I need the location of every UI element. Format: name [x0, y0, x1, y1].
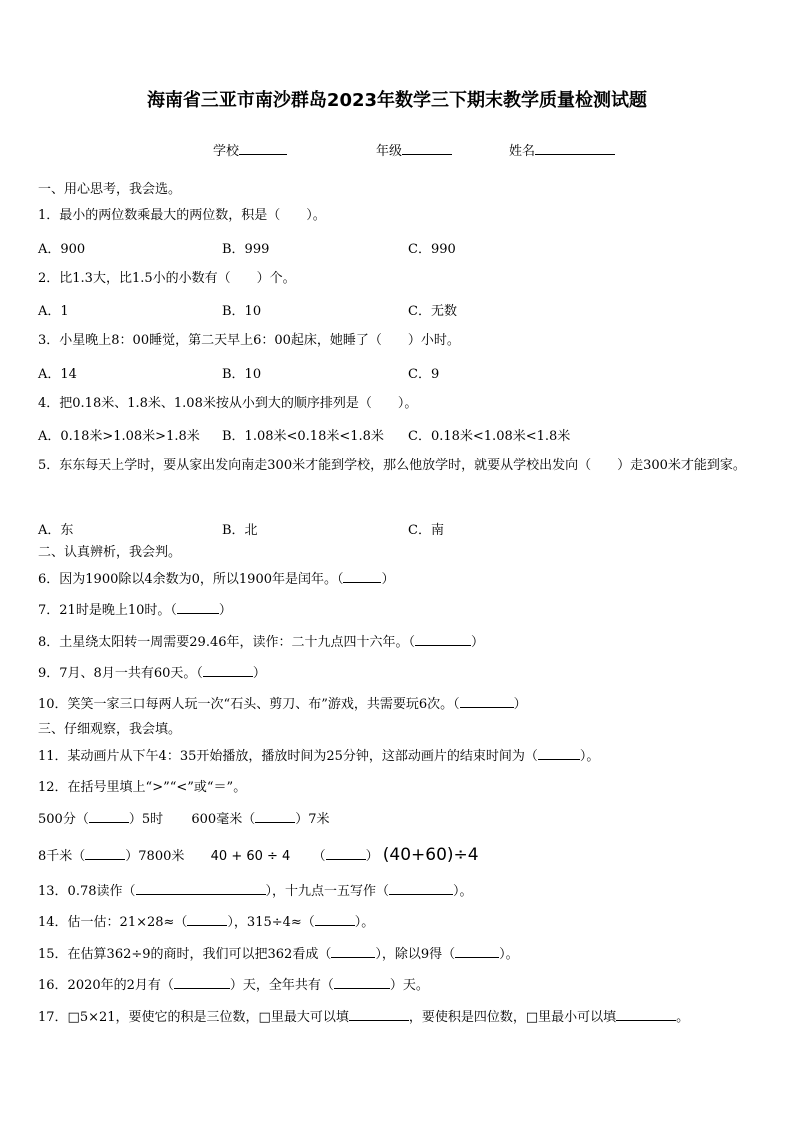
q2-option-a[interactable]: A．1: [38, 304, 69, 319]
q2-option-c[interactable]: C．无数: [408, 304, 457, 319]
question-3: 3．小星晚上8：00睡觉，第二天早上6：00起床，她睡了（ ）小时。: [38, 333, 460, 348]
question-11: [38, 747, 599, 767]
q11-answer-blank[interactable]: [538, 747, 580, 760]
q14-blank-2[interactable]: [315, 913, 355, 926]
question-15-part-c: ）。: [499, 947, 519, 962]
question-16: [38, 976, 429, 996]
q3-option-b[interactable]: B．10: [222, 367, 262, 382]
q12-row-2: [38, 845, 479, 867]
question-8-end: ）: [471, 635, 485, 650]
question-16-part-a: 16．2020年的2月有（: [38, 978, 174, 993]
name-label: 姓名: [509, 144, 536, 159]
q3-option-a[interactable]: A．14: [38, 367, 77, 382]
question-15-part-a: 15．在估算362÷9的商时，我们可以把362看成（: [38, 947, 332, 962]
q15-blank-2[interactable]: [455, 945, 499, 958]
q12-expression-right: (40+60)÷4: [382, 845, 479, 865]
section-heading-3: 三、仔细观察，我会填。: [38, 722, 182, 737]
question-13: [38, 882, 473, 902]
question-8: [38, 633, 484, 653]
question-7-text: 7．21时是晚上10时。（: [38, 603, 177, 618]
q12-item-4-close: ）: [365, 849, 379, 864]
q5-option-c[interactable]: C．南: [408, 523, 444, 538]
q4-option-c[interactable]: C．0.18米<1.08米<1.8米: [408, 429, 571, 444]
school-label: 学校: [213, 144, 240, 159]
question-5: 5．东东每天上学时，要从家出发向南走300米才能到学校，那么他放学时，就要从学校出发向（ ）走300米才能到家。: [38, 458, 746, 473]
question-10: [38, 695, 527, 715]
question-6-text: 6．因为1900除以4余数为0，所以1900年是闰年。（: [38, 572, 344, 587]
question-6-end: ）: [381, 572, 395, 587]
q12-item-2-blank[interactable]: [255, 810, 295, 823]
question-12: 12．在括号里填上“>”“<”或“＝”。: [38, 780, 247, 795]
q4-option-b[interactable]: B．1.08米<0.18米<1.8米: [222, 429, 384, 444]
question-9: [38, 664, 266, 684]
page-title: 海南省三亚市南沙群岛2023年数学三下期末教学质量检测试题: [146, 90, 648, 111]
q1-option-c[interactable]: C．990: [408, 242, 456, 257]
q4-option-a[interactable]: A．0.18米>1.08米>1.8米: [38, 429, 200, 444]
q16-blank-2[interactable]: [334, 976, 390, 989]
question-9-text: 9．7月、8月一共有60天。（: [38, 666, 203, 681]
grade-field: [376, 140, 452, 159]
q17-blank-1[interactable]: [349, 1008, 409, 1021]
question-6: [38, 570, 395, 590]
question-14-part-b: ），315÷4≈（: [227, 915, 315, 930]
question-14-part-c: ）。: [354, 915, 375, 930]
q12-row-1: [38, 810, 330, 830]
q12-expression-left: 40 + 60 ÷ 4: [210, 849, 291, 864]
q8-answer-blank[interactable]: [415, 633, 471, 646]
section-heading-1: 一、用心思考，我会选。: [38, 182, 182, 197]
question-13-part-c: ）。: [453, 884, 473, 899]
q7-answer-blank[interactable]: [177, 601, 219, 614]
q17-blank-2[interactable]: [616, 1008, 676, 1021]
question-11-end: ）。: [579, 749, 600, 764]
q6-answer-blank[interactable]: [343, 570, 381, 583]
question-14: [38, 913, 374, 933]
q12-item-4-blank[interactable]: [326, 847, 366, 860]
question-10-text: 10．笑笑一家三口每两人玩一次“石头、剪刀、布”游戏，共需要玩6次。（: [38, 697, 460, 712]
grade-label: 年级: [376, 144, 403, 159]
question-2: 2．比1.3大，比1.5小的小数有（ ）个。: [38, 271, 296, 286]
name-field: [509, 140, 615, 159]
question-17-part-c: 。: [676, 1010, 690, 1025]
q10-answer-blank[interactable]: [460, 695, 514, 708]
q12-item-3-left: 8千米（: [38, 849, 86, 864]
q1-option-a[interactable]: A．900: [38, 242, 86, 257]
section-heading-2: 二、认真辨析，我会判。: [38, 545, 182, 560]
q12-item-3-blank[interactable]: [85, 847, 125, 860]
question-17: [38, 1008, 689, 1028]
q12-item-1-blank[interactable]: [89, 810, 129, 823]
question-17-part-b: ，要使积是四位数，□里最小可以填: [408, 1010, 617, 1025]
question-7: [38, 601, 232, 621]
q9-answer-blank[interactable]: [203, 664, 253, 677]
school-blank[interactable]: [239, 142, 287, 155]
q12-item-2-right: ）7米: [295, 812, 330, 827]
q14-blank-1[interactable]: [187, 913, 227, 926]
q1-option-b[interactable]: B．999: [222, 242, 270, 257]
q13-blank-2[interactable]: [389, 882, 453, 895]
question-16-part-c: ）天。: [389, 978, 429, 993]
grade-blank[interactable]: [402, 142, 452, 155]
question-15-part-b: ），除以9得（: [375, 947, 456, 962]
q5-option-b[interactable]: B．北: [222, 523, 258, 538]
school-field: [213, 140, 287, 159]
question-13-part-b: ），十九点一五写作（: [265, 884, 390, 899]
q12-item-2-left: 600毫米（: [191, 812, 256, 827]
q12-item-3-right: ）7800米: [125, 849, 185, 864]
question-9-end: ）: [252, 666, 266, 681]
q5-option-a[interactable]: A．东: [38, 523, 74, 538]
name-blank[interactable]: [535, 142, 615, 155]
q13-blank-1[interactable]: [136, 882, 266, 895]
question-17-part-a: 17．□5×21，要使它的积是三位数，□里最大可以填: [38, 1010, 349, 1025]
q3-option-c[interactable]: C．9: [408, 367, 440, 382]
question-16-part-b: ）天，全年共有（: [229, 978, 334, 993]
q12-item-1-left: 500分（: [38, 812, 89, 827]
q16-blank-1[interactable]: [174, 976, 230, 989]
question-7-end: ）: [218, 603, 232, 618]
question-1: 1．最小的两位数乘最大的两位数，积是（ ）。: [38, 208, 326, 223]
question-10-end: ）: [513, 697, 527, 712]
question-13-part-a: 13．0.78读作（: [38, 884, 136, 899]
q15-blank-1[interactable]: [331, 945, 375, 958]
question-4: 4．把0.18米、1.8米、1.08米按从小到大的顺序排列是（ ）。: [38, 396, 418, 411]
question-11-text: 11．某动画片从下午4：35开始播放，播放时间为25分钟，这部动画片的结束时间为（: [38, 749, 538, 764]
question-14-part-a: 14．估一估：21×28≈（: [38, 915, 188, 930]
q12-item-1-right: ）5时: [128, 812, 164, 827]
q2-option-b[interactable]: B．10: [222, 304, 262, 319]
question-15: [38, 945, 519, 965]
question-8-text: 8．土星绕太阳转一周需要29.46年，读作：二十九点四十六年。（: [38, 635, 415, 650]
q12-item-4-open: （: [312, 849, 326, 864]
